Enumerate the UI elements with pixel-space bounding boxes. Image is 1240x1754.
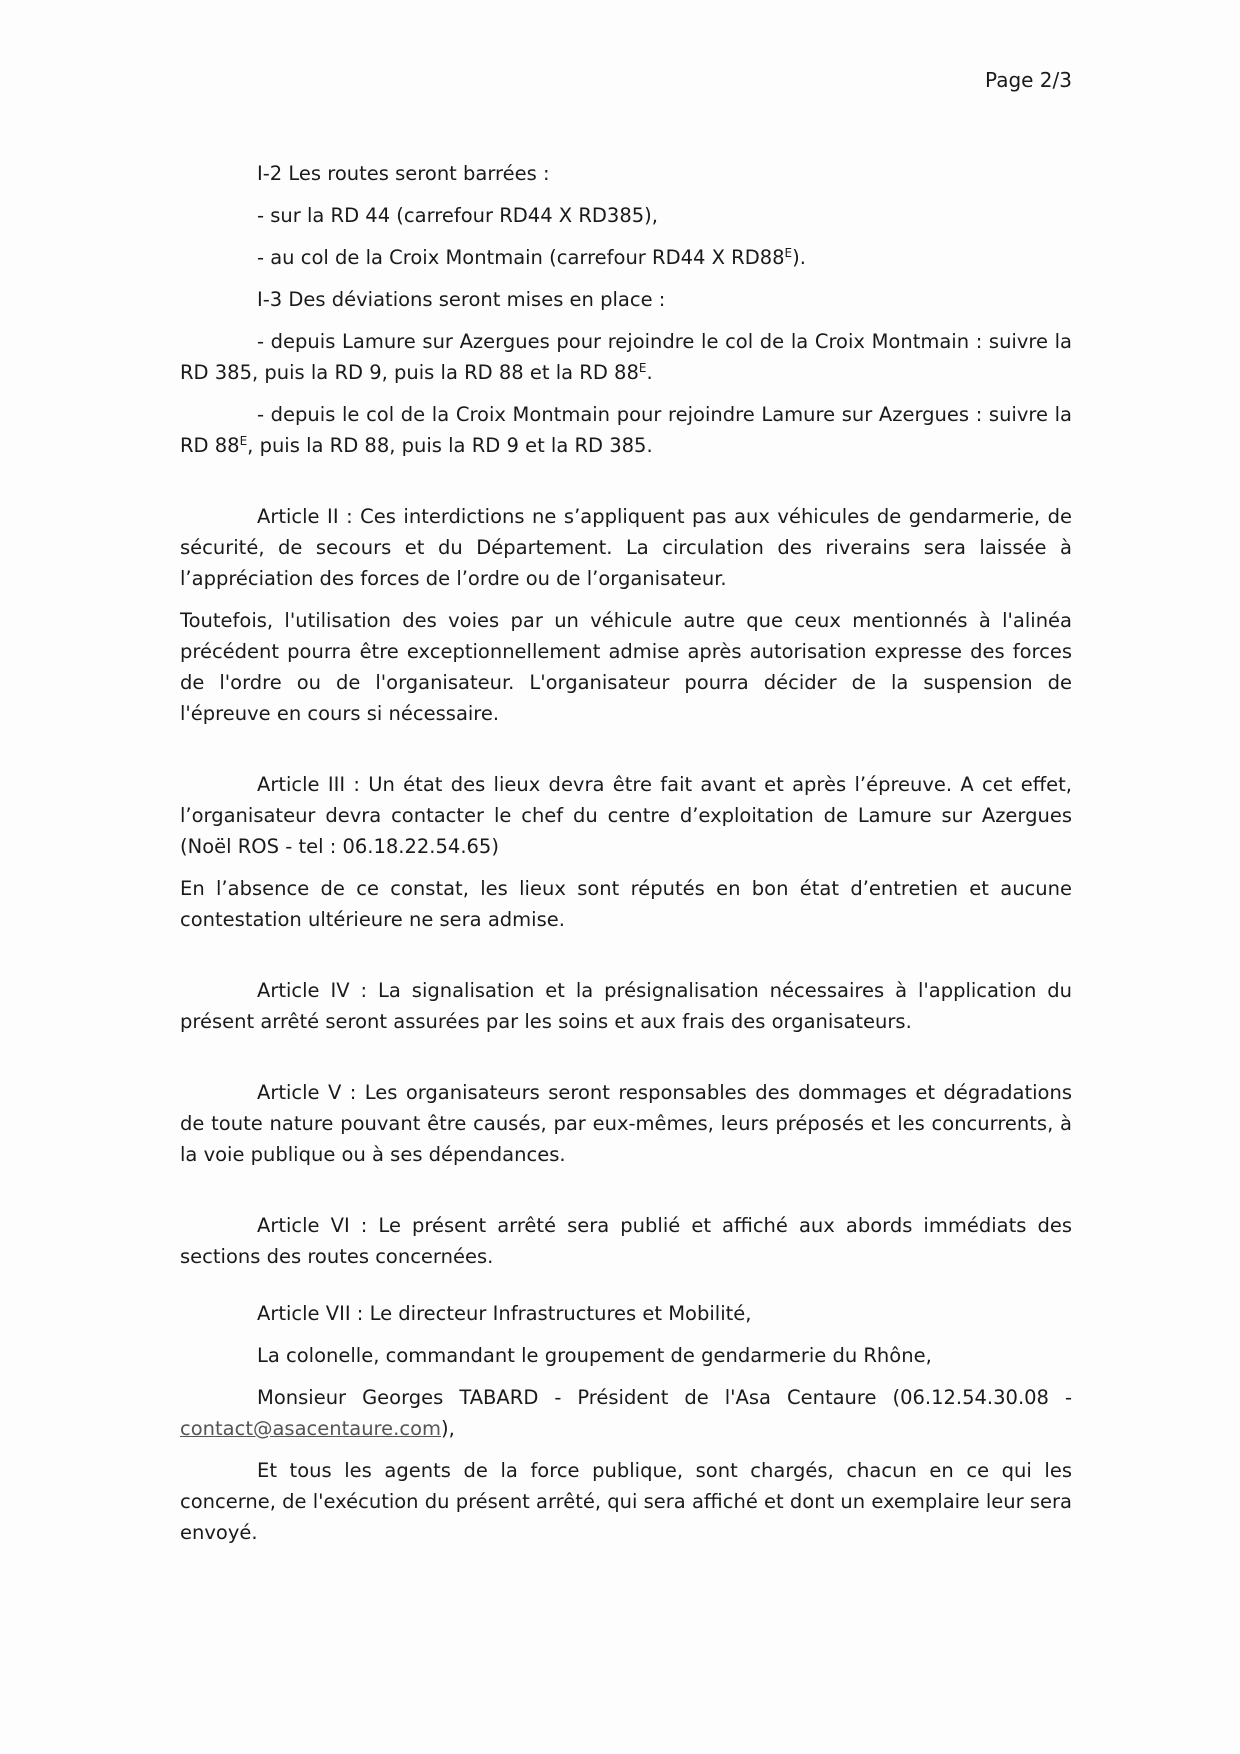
deviation-1-text: - depuis Lamure sur Azergues pour rejoindre le col de la Croix Montmain : suivre la RD 385, puis la RD 9, puis la RD 88 et la RD 88 [180,330,1072,384]
article-4-paragraph-1: Article IV : La signalisation et la présignalisation nécessaires à l'application du présent arrêté seront assurées par les soins et aux frais des organisateurs. [180,979,1072,1033]
deviation-1-sup: E [638,361,647,375]
article-3-paragraph-1: Article III : Un état des lieux devra être fait avant et après l’épreuve. A cet effet, l’organisateur devra contacter le chef du centre d’exploitation de Lamure sur Azergues (Noël ROS - tel : 06.18.22.54.65) [180,773,1072,858]
contact-email-link[interactable]: contact@asacentaure.com [180,1417,441,1440]
section-i3-deviation-2 [180,399,1072,461]
article-2-paragraph-1: Article II : Ces interdictions ne s’appliquent pas aux véhicules de gendarmerie, de sécurité, de secours et du Département. La circulation des riverains sera laissée à l’appréciation des forces de l’ordre ou de l’organisateur. [180,505,1072,590]
section-i2-line-2 [180,242,1072,273]
article-2-paragraph-2: Toutefois, l'utilisation des voies par un véhicule autre que ceux mentionnés à l'alinéa précédent pourra être exceptionnellement admise après autorisation expresse des forces de l'ordre ou de l'organisateur. L'organisateur pourra décider de la suspension de l'épreuve en cours si nécessaire. [180,609,1072,725]
section-i2-line-2-sup: E [784,246,793,260]
section-i3-title: I-3 Des déviations seront mises en place : [257,288,666,311]
section-i3-deviation-1 [180,326,1072,388]
article-6-paragraph-1: Article VI : Le présent arrêté sera publié et affiché aux abords immédiats des sections des routes concernées. [180,1214,1072,1268]
deviation-1-end: . [646,361,653,384]
article-7-contact-text: Monsieur Georges TABARD - Président de l'Asa Centaure (06.12.54.30.08 - [257,1386,1072,1409]
page-number: Page 2/3 [985,68,1072,92]
article-7-paragraph-1: Article VII : Le directeur Infrastructures et Mobilité, [257,1302,752,1325]
deviation-2-text: - depuis le col de la Croix Montmain pour rejoindre Lamure sur Azergues : suivre la RD 88 [180,403,1072,457]
article-7-contact-end: ), [441,1417,455,1440]
section-i2-line-2-text: - au col de la Croix Montmain (carrefour RD44 X RD88 [257,246,785,269]
section-i2-title: I-2 Les routes seront barrées : [257,162,550,185]
section-i2-line-1: - sur la RD 44 (carrefour RD44 X RD385), [257,204,658,227]
article-7-paragraph-2: La colonelle, commandant le groupement de gendarmerie du Rhône, [257,1344,932,1367]
article-7-paragraph-3 [180,1382,1072,1444]
article-3-paragraph-2: En l’absence de ce constat, les lieux sont réputés en bon état d’entretien et aucune contestation ultérieure ne sera admise. [180,877,1072,931]
deviation-2-end: , puis la RD 88, puis la RD 9 et la RD 385. [247,434,653,457]
deviation-2-sup: E [239,434,248,448]
article-5-paragraph-1: Article V : Les organisateurs seront responsables des dommages et dégradations de toute nature pouvant être causés, par eux-mêmes, leurs préposés et les concurrents, à la voie publique ou à ses dépendances. [180,1081,1072,1166]
section-i2-line-2-end: ). [792,246,806,269]
article-7-paragraph-4: Et tous les agents de la force publique, sont chargés, chacun en ce qui les concerne, de l'exécution du présent arrêté, qui sera affiché et dont un exemplaire leur sera envoyé. [180,1459,1072,1544]
document-body [180,158,1072,1559]
